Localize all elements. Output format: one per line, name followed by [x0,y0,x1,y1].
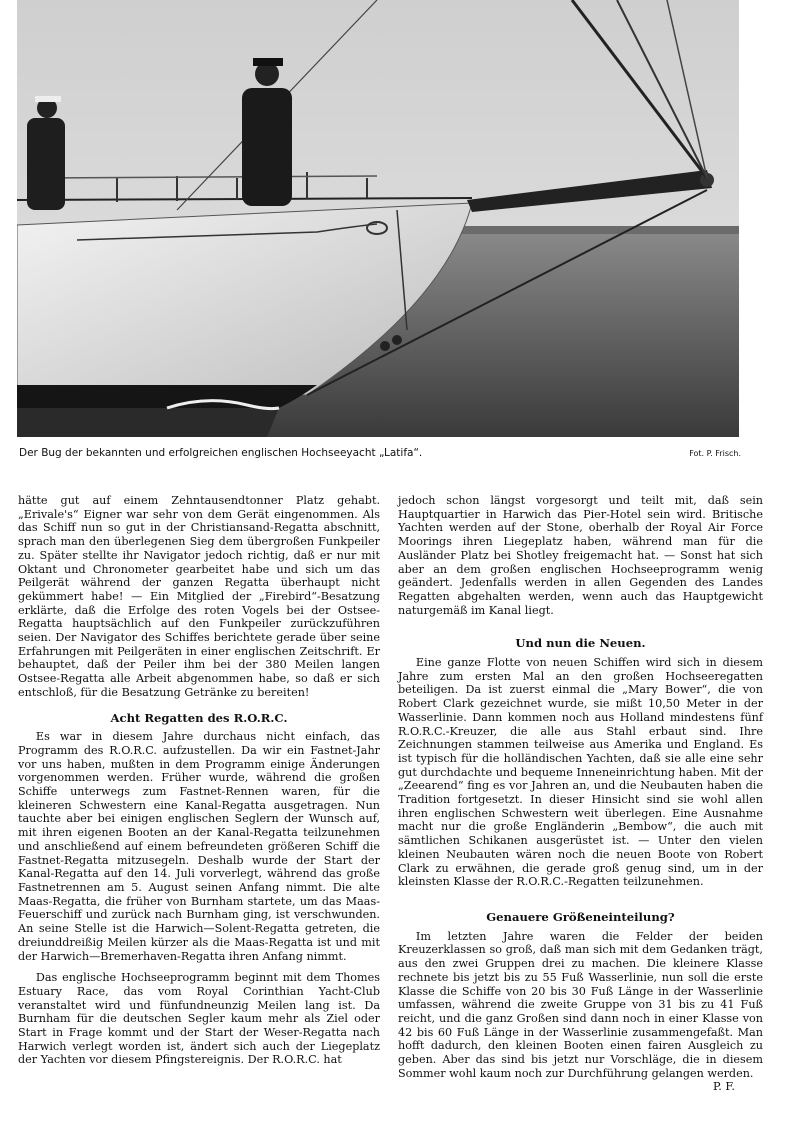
section-heading-size-classes: Genauere Größeneinteilung? [486,909,675,924]
yacht-bow-image [17,0,739,437]
right-column [398,494,763,1094]
photo-caption: Der Bug der bekannten und erfolgreichen englischen Hochseeyacht „Latifa“. [19,447,423,459]
right-paragraph-1: jedoch schon längst vorgesorgt und teilt mit, daß sein Hauptquartier in Harwich das Pier-Hotel sein wird. Britische Yachten werden auf der Stone, oberhalb der Royal Air Force Moorings ihren Liegeplatz haben, während man für die Ausländer Platz bei Shotley freigemacht hat. — Sonst hat sich aber an dem großen englischen Hochseeprogramm wenig geändert. Jedenfalls werden in allen Gegenden des Landes Regatten abgehalten werden, wenn auch das Hauptgewicht naturgemäß im Kanal liegt. [398,494,763,617]
right-paragraph-3: Im letzten Jahre waren die Felder der beiden Kreuzerklassen so groß, daß man sich mit dem Gedanken trägt, aus den zwei Gruppen drei zu machen. Die kleinere Klasse rechnete bis jetzt bis zu 55 Fuß Wasserlinie, nun soll die erste Klasse die Schiffe von 20 bis 30 Fuß Länge in der Wasserlinie umfassen, während die zweite Gruppe von 31 bis zu 41 Fuß reicht, und die ganz Großen sind dann noch in einer Klasse von 42 bis 60 Fuß Länge in der Wasserlinie zusammengefaßt. Man hofft dadurch, den kleinen Booten einen fairen Ausgleich zu geben. Aber das sind bis jetzt nur Vorschläge, die in diesem Sommer wohl kaum noch zur Durchführung gelangen werden. [398,929,763,1080]
left-column [18,494,380,1067]
photo-caption-row [19,447,741,463]
signature-row [398,1080,763,1094]
left-paragraph-3: Das englische Hochseeprogramm beginnt mit dem Thomes Estuary Race, das vom Royal Corinthian Yacht-Club veranstaltet wird und fünfundneunzig Meilen lang ist. Da Burnham für die deutschen Segler kaum mehr als Ziel oder Start in Frage kommt und der Start der Weser-Regatta nach Harwich verlegt worden ist, ändert sich auch der Liegeplatz der Yachten vor diesem Pfingstereignis. Der R.O.R.C. hat [18,971,380,1067]
left-paragraph-2: Es war in diesem Jahre durchaus nicht einfach, das Programm des R.O.R.C. aufzustellen. Da wir ein Fastnet-Jahr vor uns haben, mußten in dem Programm einige Änderungen vorgenommen werden. Früher wurde, während die großen Schiffe unterwegs zum Fastnet-Rennen waren, für die kleineren Schwestern eine Kanal-Regatta ausgetragen. Nun tauchte aber bei einigen englischen Seglern der Wunsch auf, mit ihren eigenen Booten an der Kanal-Regatta teilzunehmen und anschließend auf einem befreundeten größeren Schiff die Fastnet-Regatta mitzusegeln. Deshalb wurde der Start der Kanal-Regatta auf den 14. Juli vorverlegt, während das große Fastnetrennen am 5. August seinen Anfang nimmt. Die alte Maas-Regatta, die früher von Burnham startete, um das Maas-Feuerschiff und zurück nach Burnham ging, ist verschwunden. An seine Stelle ist die Harwich—Solent-Regatta getreten, die dreiunddreißig Meilen kürzer als die Maas-Regatta ist und mit der Harwich—Bremerhaven-Regatta ihren Anfang nimmt. [18,730,380,963]
section-heading-new-boats: Und nun die Neuen. [515,636,646,651]
yacht-bow-photo [17,0,739,437]
section-heading-rorc: Acht Regatten des R.O.R.C. [110,710,288,725]
photo-credit: Fot. P. Frisch. [689,449,741,458]
left-paragraph-1: hätte gut auf einem Zehntausendtonner Platz gehabt. „Erivale's“ Eigner war sehr von dem Gerät eingenommen. Als das Schiff nun so gut in der Christiansand-Regatta abschnitt, sprach man den überlegenen Sieg dem übergroßen Funkpeiler zu. Später stellte ihr Navigator jedoch richtig, daß er nur mit Oktant und Chronometer gearbeitet habe und sich um das Peilgerät während der ganzen Regatta überhaupt nicht gekümmert habe! — Ein Mitglied der „Firebird“-Besatzung erklärte, daß die Erfolge des roten Vogels bei der Ostsee-Regatta hauptsächlich auf den Funkpeiler zurückzuführen seien. Der Navigator des Schiffes berichtete gerade über seine Erfahrungen mit Peilgeräten in einer englischen Zeitschrift. Er behauptet, daß der Peiler ihm bei der 380 Meilen langen Ostsee-Regatta alle Arbeit abgenommen habe, so daß er sich entschloß, für die Besatzung Getränke zu bereiten! [18,494,380,699]
author-signature: P. F. [713,1080,735,1094]
right-paragraph-2: Eine ganze Flotte von neuen Schiffen wird sich in diesem Jahre zum ersten Mal an den großen Hochseeregatten beteiligen. Da ist zuerst einmal die „Mary Bower“, die von Robert Clark gezeichnet wurde, sie mißt 10,50 Meter in der Wasserlinie. Dann kommen noch aus Holland mindestens fünf R.O.R.C.-Kreuzer, die alle aus Stahl erbaut sind. Ihre Zeichnungen stammen teilweise aus Amerika und England. Es ist typisch für die holländischen Yachten, daß sie alle eine sehr gut durchdachte und bequeme Inneneinrichtung haben. Mit der „Zeearend“ fing es vor Jahren an, und die Neubauten haben die Tradition fortgesetzt. In dieser Hinsicht sind sie wohl allen ihren englischen Schwestern weit überlegen. Eine Ausnahme macht nur die große Engländerin „Bembow“, die auch mit sämtlichen Schikanen ausgerüstet ist. — Unter den vielen kleinen Neubauten wären noch die neuen Boote von Robert Clark zu erwähnen, die gerade groß genug sind, um in der kleinsten Klasse der R.O.R.C.-Regatten teilzunehmen. [398,656,763,889]
